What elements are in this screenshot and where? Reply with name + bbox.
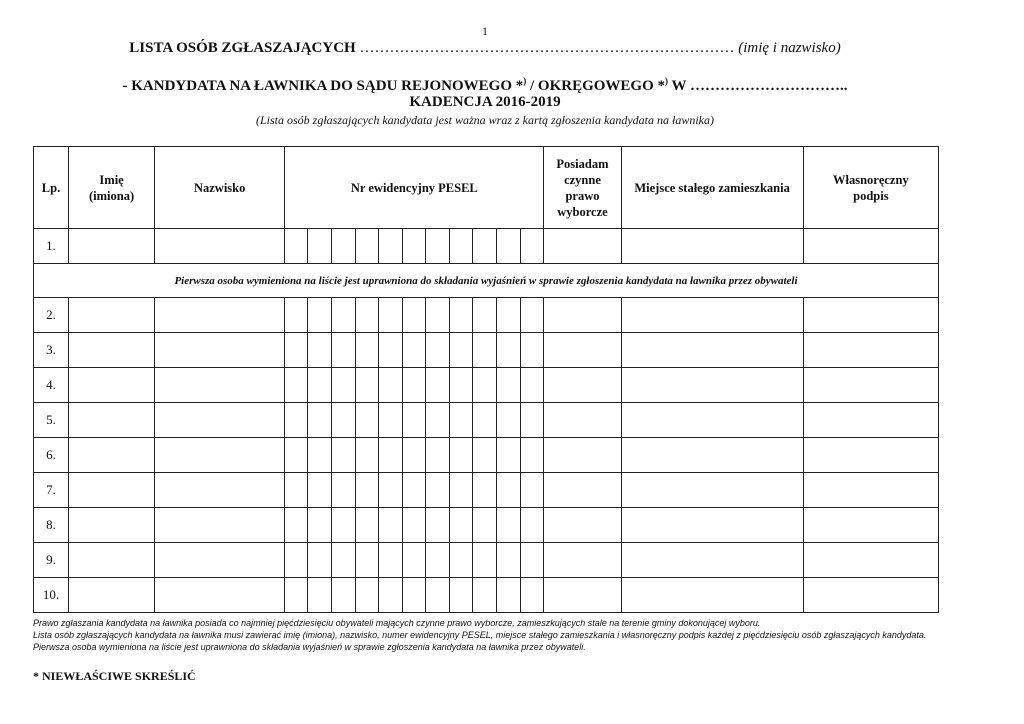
cell-pesel-digit[interactable] [426, 578, 450, 613]
strike-note: * NIEWŁAŚCIWE SKREŚLIĆ [33, 669, 196, 683]
cell-pesel-digit[interactable] [497, 508, 521, 543]
table-row [34, 578, 939, 613]
cell-prawo-wyborcze[interactable] [544, 298, 621, 333]
cell-prawo-wyborcze[interactable] [544, 403, 621, 438]
table-row [34, 368, 939, 403]
cell-pesel-digit[interactable] [426, 508, 450, 543]
cell-nazwisko[interactable] [155, 403, 285, 438]
cell-pesel-digit[interactable] [285, 508, 308, 543]
cell-prawo-wyborcze[interactable] [544, 543, 621, 578]
row-number: 1. [34, 229, 69, 264]
cell-pesel-digit[interactable] [308, 298, 332, 333]
cell-pesel-digit[interactable] [356, 333, 379, 368]
cell-pesel-digit[interactable] [285, 543, 308, 578]
cell-pesel-digit[interactable] [356, 508, 379, 543]
cell-imie[interactable] [69, 508, 155, 543]
cell-pesel-digit[interactable] [332, 298, 356, 333]
header-lp: Lp. [34, 147, 69, 229]
table-body [34, 229, 939, 613]
cell-imie[interactable] [69, 403, 155, 438]
cell-miejsce[interactable] [621, 403, 803, 438]
cell-pesel-digit[interactable] [450, 368, 473, 403]
cell-nazwisko[interactable] [155, 229, 285, 264]
cell-pesel-digit[interactable] [497, 473, 521, 508]
cell-pesel-digit[interactable] [285, 438, 308, 473]
cell-pesel-digit[interactable] [403, 508, 426, 543]
cell-pesel-digit[interactable] [356, 229, 379, 264]
cell-podpis[interactable] [803, 578, 938, 613]
court-line-sup2: ) [665, 76, 669, 86]
signatories-table [33, 146, 939, 613]
cell-pesel-digit[interactable] [521, 578, 544, 613]
cell-pesel-digit[interactable] [379, 298, 403, 333]
cell-pesel-digit[interactable] [426, 403, 450, 438]
cell-pesel-digit[interactable] [521, 543, 544, 578]
header-imie-line1: Imię [99, 172, 124, 187]
cell-miejsce[interactable] [621, 368, 803, 403]
cell-pesel-digit[interactable] [426, 333, 450, 368]
footnote-1: Prawo zgłaszania kandydata na ławnika posiada co najmniej pięćdziesięciu obywateli mających czynne prawo wyborcze, zamieszkujących stale na terenie gminy dokonującej wyboru. [33, 618, 761, 628]
cell-pesel-digit[interactable] [473, 368, 497, 403]
cell-nazwisko[interactable] [155, 333, 285, 368]
header-podpis-l1: Własnoręczny [833, 172, 909, 187]
court-line [0, 76, 970, 95]
cell-pesel-digit[interactable] [521, 229, 544, 264]
title-name-blank: ………………………………………………………………… [359, 40, 739, 56]
table-row [34, 543, 939, 578]
cell-pesel-digit[interactable] [497, 543, 521, 578]
cell-pesel-digit[interactable] [332, 229, 356, 264]
document-title [0, 40, 970, 57]
court-line-part1: - KANDYDATA NA ŁAWNIKA DO SĄDU REJONOWEGO * [122, 78, 524, 94]
cell-pesel-digit[interactable] [473, 578, 497, 613]
cell-imie[interactable] [69, 578, 155, 613]
cell-prawo-wyborcze[interactable] [544, 229, 621, 264]
cell-pesel-digit[interactable] [497, 578, 521, 613]
cell-pesel-digit[interactable] [450, 578, 473, 613]
cell-pesel-digit[interactable] [521, 333, 544, 368]
first-person-note-row [34, 264, 939, 298]
cell-pesel-digit[interactable] [332, 333, 356, 368]
cell-pesel-digit[interactable] [473, 333, 497, 368]
cell-nazwisko[interactable] [155, 543, 285, 578]
table-row [34, 508, 939, 543]
cell-imie[interactable] [69, 298, 155, 333]
cell-pesel-digit[interactable] [403, 403, 426, 438]
cell-prawo-wyborcze[interactable] [544, 508, 621, 543]
header-imie-line2: (imiona) [89, 188, 135, 203]
row-number: 3. [34, 333, 69, 368]
cell-pesel-digit[interactable] [308, 543, 332, 578]
cell-pesel-digit[interactable] [497, 333, 521, 368]
cell-pesel-digit[interactable] [285, 578, 308, 613]
cell-pesel-digit[interactable] [403, 368, 426, 403]
cell-pesel-digit[interactable] [356, 543, 379, 578]
row-number: 7. [34, 473, 69, 508]
cell-pesel-digit[interactable] [473, 438, 497, 473]
cell-pesel-digit[interactable] [285, 368, 308, 403]
row-number: 5. [34, 403, 69, 438]
court-line-sup1: ) [523, 76, 527, 86]
cell-pesel-digit[interactable] [332, 473, 356, 508]
cell-pesel-digit[interactable] [403, 578, 426, 613]
cell-pesel-digit[interactable] [308, 578, 332, 613]
cell-pesel-digit[interactable] [403, 298, 426, 333]
footnote-3: Pierwsza osoba wymieniona na liście jest uprawniona do składania wyjaśnień w sprawie zgłoszenia kandydata na ławnika przez obywateli. [33, 642, 586, 652]
table-row [34, 473, 939, 508]
cell-pesel-digit[interactable] [497, 438, 521, 473]
row-number: 10. [34, 578, 69, 613]
cell-pesel-digit[interactable] [497, 368, 521, 403]
cell-pesel-digit[interactable] [379, 403, 403, 438]
header-prawo-wyborcze [544, 147, 621, 229]
cell-podpis[interactable] [803, 473, 938, 508]
table-row [34, 229, 939, 264]
header-imie [69, 147, 155, 229]
cell-prawo-wyborcze[interactable] [544, 578, 621, 613]
court-line-part3: W ………………………….. [668, 78, 848, 94]
court-line-part2: / OKRĘGOWEGO * [526, 78, 666, 94]
cell-pesel-digit[interactable] [473, 473, 497, 508]
table-row [34, 403, 939, 438]
cell-pesel-digit[interactable] [403, 473, 426, 508]
header-pesel: Nr ewidencyjny PESEL [285, 147, 544, 229]
table-header-row [34, 147, 939, 229]
cell-pesel-digit[interactable] [521, 508, 544, 543]
cell-imie[interactable] [69, 438, 155, 473]
cell-pesel-digit[interactable] [426, 229, 450, 264]
table-row [34, 333, 939, 368]
table-row [34, 298, 939, 333]
cell-podpis[interactable] [803, 229, 938, 264]
cell-pesel-digit[interactable] [426, 368, 450, 403]
footnote-2: Lista osób zgłaszających kandydata na ławnika musi zawierać imię (imiona), nazwisko, numer ewidencyjny PESEL, miejsce stałego zamieszkania i własnoręczny podpis każdej z pięćdziesięciu osób zgłaszających kandydata. [33, 630, 927, 640]
cell-prawo-wyborcze[interactable] [544, 438, 621, 473]
header-prawo-l1: Posiadam [556, 156, 609, 171]
cell-pesel-digit[interactable] [332, 368, 356, 403]
cell-nazwisko[interactable] [155, 298, 285, 333]
row-number: 2. [34, 298, 69, 333]
row-number: 4. [34, 368, 69, 403]
cell-miejsce[interactable] [621, 229, 803, 264]
row-number: 6. [34, 438, 69, 473]
cell-pesel-digit[interactable] [450, 298, 473, 333]
cell-pesel-digit[interactable] [521, 403, 544, 438]
header-podpis [803, 147, 938, 229]
cell-nazwisko[interactable] [155, 508, 285, 543]
cell-pesel-digit[interactable] [450, 333, 473, 368]
footnotes [33, 617, 993, 653]
cell-imie[interactable] [69, 229, 155, 264]
cell-imie[interactable] [69, 368, 155, 403]
cell-imie[interactable] [69, 543, 155, 578]
title-prefix: LISTA OSÓB ZGŁASZAJĄCYCH [129, 40, 360, 56]
cell-pesel-digit[interactable] [521, 298, 544, 333]
cell-pesel-digit[interactable] [379, 368, 403, 403]
cell-imie[interactable] [69, 473, 155, 508]
cell-pesel-digit[interactable] [521, 438, 544, 473]
cell-nazwisko[interactable] [155, 473, 285, 508]
cell-pesel-digit[interactable] [426, 298, 450, 333]
cell-pesel-digit[interactable] [473, 229, 497, 264]
header-prawo-l3: prawo [565, 188, 600, 203]
header-miejsce: Miejsce stałego zamieszkania [621, 147, 803, 229]
header-prawo-l2: czynne [564, 172, 601, 187]
subtitle: (Lista osób zgłaszających kandydata jest ważna wraz z kartą zgłoszenia kandydata na ławnika) [256, 113, 714, 127]
cell-pesel-digit[interactable] [308, 333, 332, 368]
cell-miejsce[interactable] [621, 543, 803, 578]
cell-imie[interactable] [69, 333, 155, 368]
cell-prawo-wyborcze[interactable] [544, 368, 621, 403]
cell-pesel-digit[interactable] [379, 438, 403, 473]
cell-pesel-digit[interactable] [285, 229, 308, 264]
cell-pesel-digit[interactable] [356, 298, 379, 333]
cell-pesel-digit[interactable] [308, 473, 332, 508]
cell-pesel-digit[interactable] [450, 543, 473, 578]
cell-prawo-wyborcze[interactable] [544, 473, 621, 508]
cell-miejsce[interactable] [621, 298, 803, 333]
cell-pesel-digit[interactable] [332, 508, 356, 543]
cell-pesel-digit[interactable] [450, 438, 473, 473]
cell-prawo-wyborcze[interactable] [544, 333, 621, 368]
cell-pesel-digit[interactable] [450, 508, 473, 543]
cell-pesel-digit[interactable] [285, 333, 308, 368]
cell-pesel-digit[interactable] [403, 229, 426, 264]
cell-pesel-digit[interactable] [403, 333, 426, 368]
cell-podpis[interactable] [803, 333, 938, 368]
page-number: 1 [482, 24, 488, 38]
cell-pesel-digit[interactable] [379, 578, 403, 613]
cell-podpis[interactable] [803, 543, 938, 578]
cell-pesel-digit[interactable] [285, 473, 308, 508]
cell-pesel-digit[interactable] [473, 403, 497, 438]
cell-pesel-digit[interactable] [521, 368, 544, 403]
cell-miejsce[interactable] [621, 578, 803, 613]
cell-pesel-digit[interactable] [356, 368, 379, 403]
cell-pesel-digit[interactable] [356, 438, 379, 473]
cell-pesel-digit[interactable] [379, 543, 403, 578]
cell-pesel-digit[interactable] [379, 508, 403, 543]
cell-pesel-digit[interactable] [356, 403, 379, 438]
cell-miejsce[interactable] [621, 473, 803, 508]
header-nazwisko: Nazwisko [155, 147, 285, 229]
cell-nazwisko[interactable] [155, 578, 285, 613]
cell-pesel-digit[interactable] [473, 543, 497, 578]
cell-pesel-digit[interactable] [356, 473, 379, 508]
cell-pesel-digit[interactable] [285, 403, 308, 438]
cell-pesel-digit[interactable] [332, 438, 356, 473]
cell-podpis[interactable] [803, 298, 938, 333]
cell-pesel-digit[interactable] [426, 543, 450, 578]
cell-podpis[interactable] [803, 403, 938, 438]
kadencja-heading: KADENCJA 2016-2019 [409, 94, 561, 110]
cell-nazwisko[interactable] [155, 438, 285, 473]
first-person-note: Pierwsza osoba wymieniona na liście jest uprawniona do składania wyjaśnień w sprawie zgłoszenia kandydata na ławnika przez obywateli [34, 264, 939, 298]
cell-pesel-digit[interactable] [450, 229, 473, 264]
cell-pesel-digit[interactable] [426, 473, 450, 508]
title-name-hint: (imię i nazwisko) [738, 40, 841, 56]
cell-miejsce[interactable] [621, 508, 803, 543]
cell-pesel-digit[interactable] [308, 508, 332, 543]
cell-miejsce[interactable] [621, 333, 803, 368]
cell-pesel-digit[interactable] [497, 298, 521, 333]
cell-pesel-digit[interactable] [356, 578, 379, 613]
cell-podpis[interactable] [803, 368, 938, 403]
cell-pesel-digit[interactable] [403, 543, 426, 578]
cell-pesel-digit[interactable] [497, 403, 521, 438]
cell-pesel-digit[interactable] [450, 403, 473, 438]
cell-podpis[interactable] [803, 508, 938, 543]
cell-podpis[interactable] [803, 438, 938, 473]
cell-miejsce[interactable] [621, 438, 803, 473]
row-number: 8. [34, 508, 69, 543]
cell-pesel-digit[interactable] [497, 229, 521, 264]
cell-pesel-digit[interactable] [379, 333, 403, 368]
header-prawo-l4: wyborcze [557, 204, 608, 219]
cell-pesel-digit[interactable] [379, 229, 403, 264]
cell-pesel-digit[interactable] [521, 473, 544, 508]
cell-pesel-digit[interactable] [473, 508, 497, 543]
cell-pesel-digit[interactable] [308, 438, 332, 473]
row-number: 9. [34, 543, 69, 578]
cell-pesel-digit[interactable] [403, 438, 426, 473]
cell-nazwisko[interactable] [155, 368, 285, 403]
cell-pesel-digit[interactable] [308, 229, 332, 264]
cell-pesel-digit[interactable] [473, 298, 497, 333]
cell-pesel-digit[interactable] [426, 438, 450, 473]
cell-pesel-digit[interactable] [308, 368, 332, 403]
cell-pesel-digit[interactable] [332, 403, 356, 438]
cell-pesel-digit[interactable] [285, 298, 308, 333]
cell-pesel-digit[interactable] [332, 578, 356, 613]
cell-pesel-digit[interactable] [308, 403, 332, 438]
cell-pesel-digit[interactable] [379, 473, 403, 508]
table-row [34, 438, 939, 473]
header-podpis-l2: podpis [853, 188, 889, 203]
cell-pesel-digit[interactable] [332, 543, 356, 578]
cell-pesel-digit[interactable] [450, 473, 473, 508]
